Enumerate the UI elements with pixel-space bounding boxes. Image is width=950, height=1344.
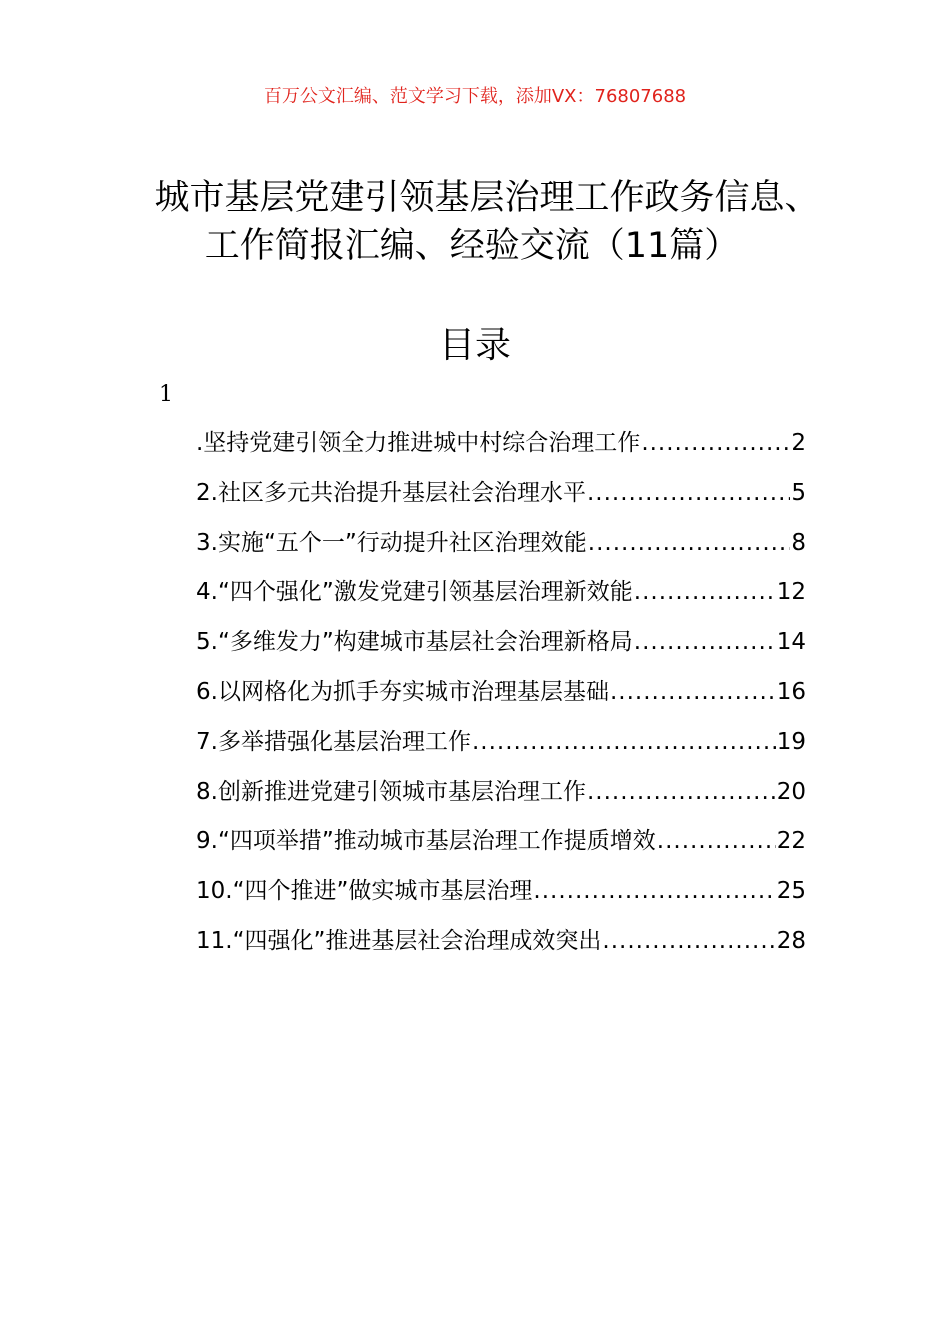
toc-entry-title: 9.“四项举措”推动城市基层治理工作提质增效 xyxy=(196,828,656,855)
toc-entry-title: 5.“多维发力”构建城市基层社会治理新格局 xyxy=(196,629,633,656)
toc-entry-page: 28 xyxy=(776,927,806,954)
toc-dot-leader xyxy=(641,422,790,464)
toc-entry-page: 19 xyxy=(776,728,806,755)
toc-dot-leader xyxy=(472,721,776,763)
toc-heading: 目录 xyxy=(438,325,511,366)
toc-dot-leader xyxy=(587,472,790,514)
toc-entry-page: 2 xyxy=(791,430,806,456)
toc-entry[interactable] xyxy=(196,571,806,621)
toc-entry-page: 8 xyxy=(791,529,806,556)
toc-entry-title: 10.“四个推进”做实城市基层治理 xyxy=(196,878,533,905)
stray-number: 1 xyxy=(159,382,173,407)
toc-entry-title: 3.实施“五个一”行动提升社区治理效能 xyxy=(196,529,587,556)
toc-dot-leader xyxy=(610,671,776,713)
toc-entry-page: 12 xyxy=(776,579,806,606)
toc-entry-title: 4.“四个强化”激发党建引领基层治理新效能 xyxy=(196,579,633,606)
toc-entry[interactable] xyxy=(196,422,806,472)
toc-entry-title: .坚持党建引领全力推进城中村综合治理工作 xyxy=(196,430,641,456)
toc-entry-page: 22 xyxy=(776,828,806,855)
toc-dot-leader xyxy=(634,621,776,663)
toc-dot-leader xyxy=(657,820,776,862)
toc-entry-page: 14 xyxy=(776,629,806,656)
header-note: 百万公文汇编、范文学习下载，添加VX：76807688 xyxy=(263,86,687,107)
toc-entry[interactable] xyxy=(196,820,806,870)
toc-entry-title: 7.多举措强化基层治理工作 xyxy=(196,728,471,755)
toc-entry[interactable] xyxy=(196,721,806,771)
toc-entry[interactable] xyxy=(196,920,806,970)
toc-entry-page: 20 xyxy=(776,778,806,805)
document-title-line-2: 工作简报汇编、经验交流（11篇） xyxy=(204,226,740,266)
document-title-line-1: 城市基层党建引领基层治理工作政务信息、 xyxy=(154,178,820,218)
toc-dot-leader xyxy=(634,571,776,613)
toc-entry[interactable] xyxy=(196,522,806,572)
toc-dot-leader xyxy=(587,771,776,813)
toc-entry-title: 8.创新推进党建引领城市基层治理工作 xyxy=(196,778,586,805)
toc-entry-page: 5 xyxy=(791,479,806,506)
toc-list xyxy=(196,422,806,970)
toc-entry[interactable] xyxy=(196,472,806,522)
toc-dot-leader xyxy=(588,522,791,564)
toc-entry[interactable] xyxy=(196,870,806,920)
toc-entry-page: 16 xyxy=(776,678,806,705)
toc-dot-leader xyxy=(602,920,775,962)
toc-entry-title: 11.“四强化”推进基层社会治理成效突出 xyxy=(196,927,602,954)
toc-dot-leader xyxy=(533,870,775,912)
toc-entry-title: 6.以网格化为抓手夯实城市治理基层基础 xyxy=(196,678,609,705)
toc-entry-title: 2.社区多元共治提升基层社会治理水平 xyxy=(196,479,586,506)
toc-entry[interactable] xyxy=(196,671,806,721)
toc-entry[interactable] xyxy=(196,621,806,671)
toc-entry[interactable] xyxy=(196,771,806,821)
toc-entry-page: 25 xyxy=(776,878,806,905)
